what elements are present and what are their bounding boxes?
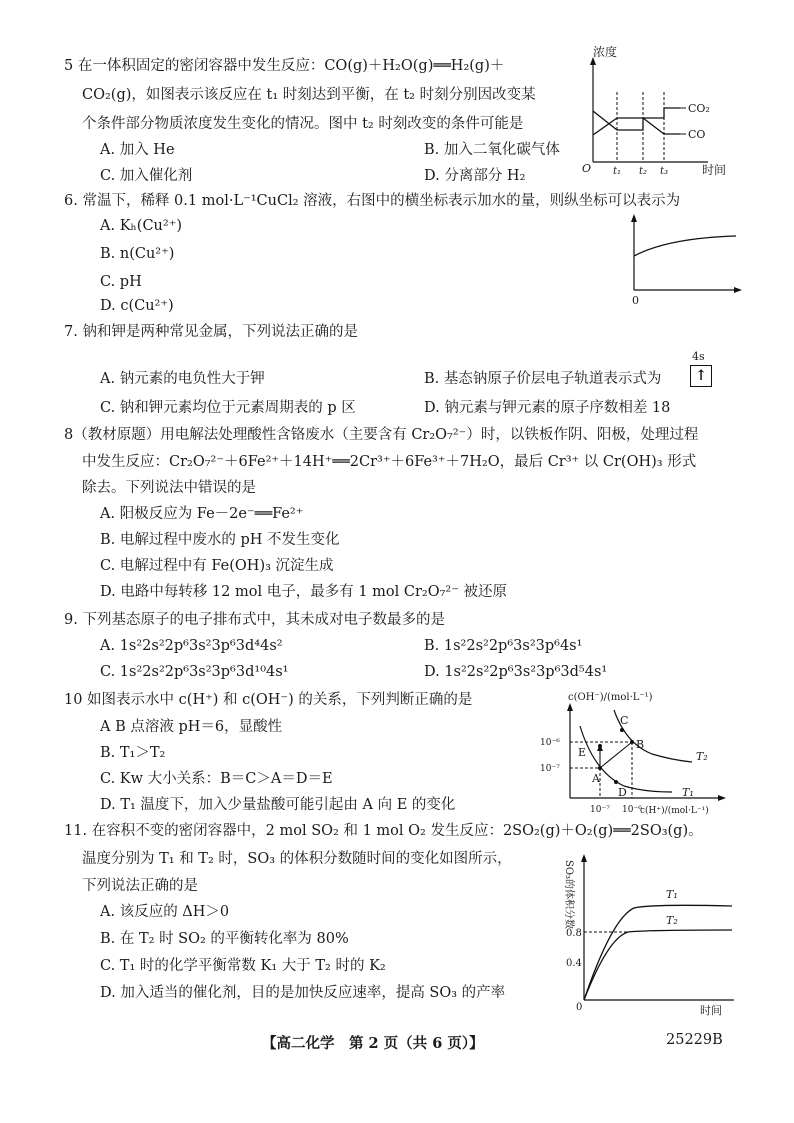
page-footer: 【高二化学 第 2 页（共 6 页）】 bbox=[262, 1035, 484, 1052]
q5-fig-t3: t₃ bbox=[660, 166, 669, 177]
q6-option-d: D. c(Cu²⁺) bbox=[100, 298, 174, 314]
q7-option-c: C. 钠和钾元素均位于元素周期表的 p 区 bbox=[100, 400, 356, 416]
q10-fig-x2: 10⁻⁶ bbox=[622, 805, 642, 815]
q7-option-a: A. 钠元素的电负性大于钾 bbox=[100, 371, 265, 387]
q11-line-3: 下列说法正确的是 bbox=[82, 878, 198, 894]
q8-option-b: B. 电解过程中废水的 pH 不发生变化 bbox=[100, 532, 340, 548]
q10-fig-point-b: B bbox=[636, 738, 645, 751]
q7-option-b: B. 基态钠原子价层电子轨道表示式为 bbox=[424, 371, 662, 387]
q11-fig-y04: 0.4 bbox=[566, 958, 582, 969]
q11-fig-y08: 0.8 bbox=[566, 928, 582, 939]
q10-option-b: B. T₁＞T₂ bbox=[100, 745, 166, 761]
q5-fig-co-label: CO bbox=[688, 128, 706, 141]
q9-option-d: D. 1s²2s²2p⁶3s²3p⁶3d⁵4s¹ bbox=[424, 664, 608, 680]
q8-line-1: 8（教材原题）用电解法处理酸性含铬废水（主要含有 Cr₂O₇²⁻）时，以铁板作阴、阳极，处理过程 bbox=[64, 427, 699, 443]
q6-stem: 6. 常温下，稀释 0.1 mol·L⁻¹CuCl₂ 溶液，右图中的横坐标表示加水的量，则纵坐标可以表示为 bbox=[64, 193, 681, 209]
q5-option-a: A. 加入 He bbox=[100, 142, 175, 158]
q10-option-a: A B 点溶液 pH＝6，显酸性 bbox=[100, 719, 283, 735]
q8-option-c: C. 电解过程中有 Fe(OH)₃ 沉淀生成 bbox=[100, 558, 334, 574]
q10-fig-point-d: D bbox=[618, 786, 627, 799]
q10-fig-point-c: C bbox=[620, 714, 629, 727]
q7-orbital-box: ↑ bbox=[690, 365, 712, 387]
q11-option-d: D. 加入适当的催化剂，目的是加快反应速率，提高 SO₃ 的产率 bbox=[100, 985, 506, 1001]
page-code: 25229B bbox=[666, 1032, 723, 1048]
q5-line-3: 个条件部分物质浓度发生变化的情况。图中 t₂ 时刻改变的条件可能是 bbox=[82, 116, 524, 132]
q9-stem: 9. 下列基态原子的电子排布式中，其未成对电子数最多的是 bbox=[64, 612, 445, 628]
q8-line-2: 中发生反应：Cr₂O₇²⁻＋6Fe²⁺＋14H⁺══2Cr³⁺＋6Fe³⁺＋7H₂O，最后 Cr³⁺ 以 Cr(OH)₃ 形式 bbox=[82, 454, 697, 470]
q6-dilution-figure bbox=[628, 210, 746, 306]
q10-fig-y2: 10⁻⁷ bbox=[540, 764, 560, 774]
q8-line-3: 除去。下列说法中错误的是 bbox=[82, 480, 256, 496]
q8-option-a: A. 阳极反应为 Fe－2e⁻══Fe²⁺ bbox=[100, 506, 304, 522]
q9-option-b: B. 1s²2s²2p⁶3s²3p⁶4s¹ bbox=[424, 638, 583, 654]
q8-option-d: D. 电路中每转移 12 mol 电子，最多有 1 mol Cr₂O₇²⁻ 被还原 bbox=[100, 584, 508, 600]
q11-fig-ylabel: SO₃的体积分数 bbox=[563, 860, 574, 930]
q5-concentration-figure bbox=[580, 46, 740, 180]
q5-line-1: 5 在一体积固定的密闭容器中发生反应：CO(g)＋H₂O(g)══H₂(g)＋ bbox=[64, 58, 505, 74]
q5-fig-origin: O bbox=[582, 162, 592, 175]
q10-fig-y1: 10⁻⁶ bbox=[540, 738, 560, 748]
q5-fig-co2-label: CO₂ bbox=[688, 102, 710, 115]
q11-fig-t1: T₁ bbox=[666, 888, 678, 901]
q5-fig-xlabel: 时间 bbox=[702, 163, 727, 177]
q6-option-a: A. Kₕ(Cu²⁺) bbox=[100, 218, 183, 234]
q6-fig-origin: 0 bbox=[632, 294, 639, 306]
q7-option-d: D. 钠元素与钾元素的原子序数相差 18 bbox=[424, 400, 671, 416]
q11-fig-t2: T₂ bbox=[666, 914, 678, 927]
q11-so3-figure bbox=[550, 848, 746, 1016]
q5-line-2: CO₂(g)，如图表示该反应在 t₁ 时刻达到平衡，在 t₂ 时刻分别因改变某 bbox=[82, 87, 536, 103]
q11-fig-xlabel: 时间 bbox=[700, 1004, 722, 1016]
q5-fig-ylabel: 浓度 bbox=[593, 46, 618, 59]
q11-option-c: C. T₁ 时的化学平衡常数 K₁ 大于 T₂ 时的 K₂ bbox=[100, 958, 386, 974]
q7-orbital-label: 4s bbox=[692, 350, 705, 363]
q10-stem: 10 如图表示水中 c(H⁺) 和 c(OH⁻) 的关系，下列判断正确的是 bbox=[64, 692, 473, 708]
q11-line-2: 温度分别为 T₁ 和 T₂ 时，SO₃ 的体积分数随时间的变化如图所示， bbox=[82, 851, 512, 867]
q10-fig-point-a: A bbox=[592, 772, 600, 785]
q10-option-d: D. T₁ 温度下，加入少量盐酸可能引起由 A 向 E 的变化 bbox=[100, 797, 456, 813]
q10-fig-xlabel: c(H⁺)/(mol·L⁻¹) bbox=[640, 806, 709, 816]
q5-fig-t2: t₂ bbox=[639, 166, 648, 177]
q10-fig-ylabel: c(OH⁻)/(mol·L⁻¹) bbox=[568, 692, 653, 703]
q10-fig-t2: T₂ bbox=[696, 750, 708, 763]
q10-option-c: C. Kw 大小关系：B＝C＞A＝D＝E bbox=[100, 771, 333, 787]
q10-fig-point-e: E bbox=[578, 746, 587, 759]
q5-fig-t1: t₁ bbox=[613, 166, 622, 177]
q11-line-1: 11. 在容积不变的密闭容器中，2 mol SO₂ 和 1 mol O₂ 发生反应：2SO₂(g)＋O₂(g)══2SO₃(g)。 bbox=[64, 823, 703, 839]
q7-stem: 7. 钠和钾是两种常见金属，下列说法正确的是 bbox=[64, 324, 358, 340]
q10-fig-x1: 10⁻⁷ bbox=[590, 805, 610, 815]
q6-option-b: B. n(Cu²⁺) bbox=[100, 246, 175, 262]
q10-water-ion-figure bbox=[532, 686, 738, 824]
q6-option-c: C. pH bbox=[100, 274, 142, 290]
q9-option-c: C. 1s²2s²2p⁶3s²3p⁶3d¹⁰4s¹ bbox=[100, 664, 289, 680]
q5-option-b: B. 加入二氧化碳气体 bbox=[424, 142, 560, 158]
q11-option-b: B. 在 T₂ 时 SO₂ 的平衡转化率为 80% bbox=[100, 931, 349, 947]
q9-option-a: A. 1s²2s²2p⁶3s²3p⁶3d⁴4s² bbox=[100, 638, 283, 654]
q11-option-a: A. 该反应的 ΔH＞0 bbox=[100, 904, 230, 920]
q5-option-c: C. 加入催化剂 bbox=[100, 168, 193, 184]
q11-fig-origin: 0 bbox=[576, 1002, 583, 1013]
q5-option-d: D. 分离部分 H₂ bbox=[424, 168, 526, 184]
q10-fig-t1: T₁ bbox=[682, 786, 694, 799]
